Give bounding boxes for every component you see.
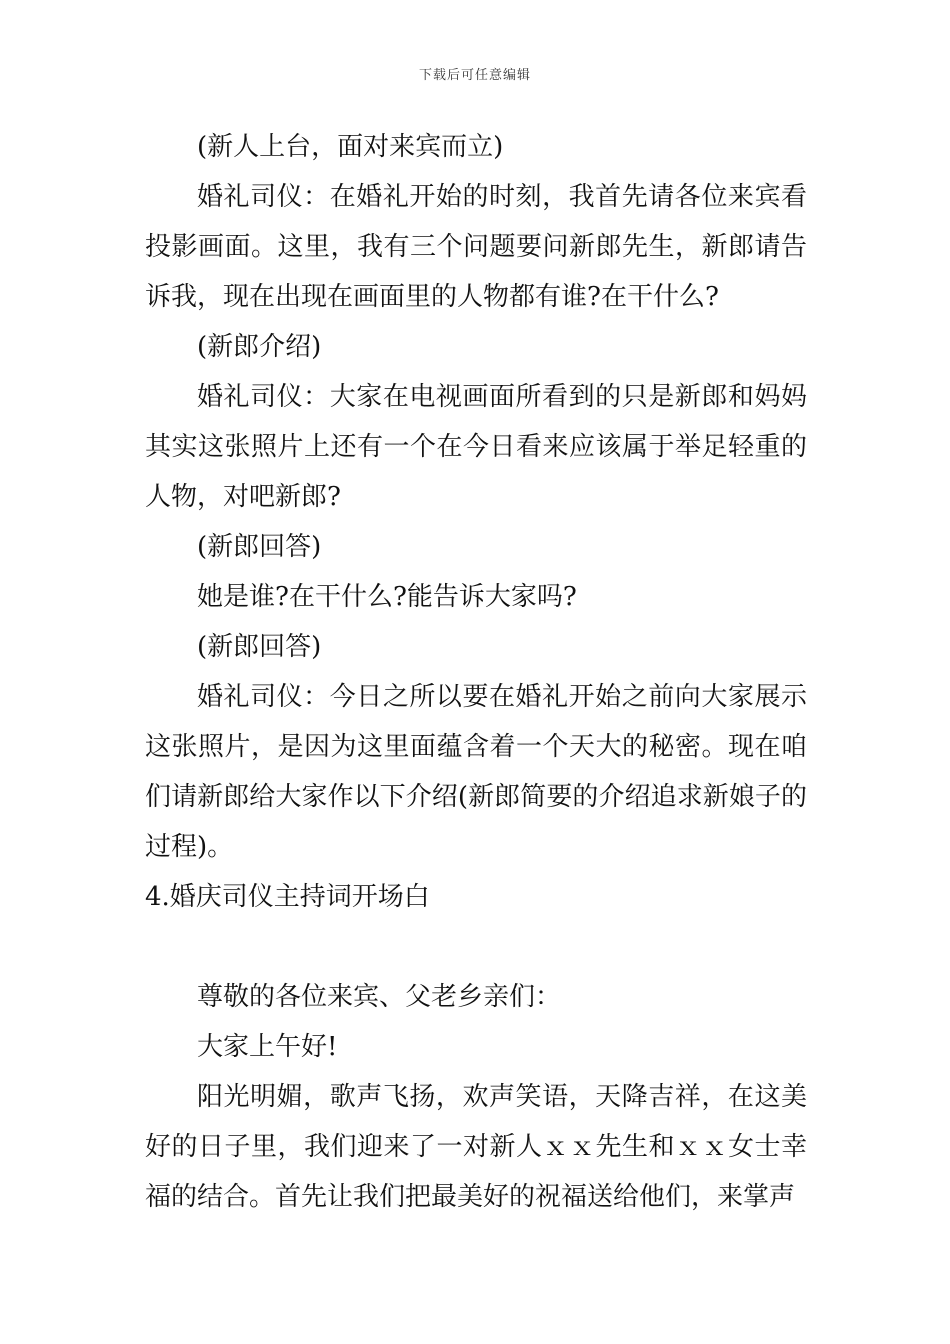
paragraph-stage-direction: (新人上台，面对来宾而立) xyxy=(197,132,504,162)
section-heading: 4.婚庆司仪主持词开场白 xyxy=(145,882,430,912)
document-body xyxy=(145,122,807,1222)
paragraph-question: 她是谁?在干什么?能告诉大家吗? xyxy=(197,582,577,612)
paragraph-stage-direction: (新郎回答) xyxy=(197,532,322,562)
paragraph-stage-direction: (新郎回答) xyxy=(197,632,322,662)
paragraph-host-speech: 婚礼司仪：在婚礼开始的时刻，我首先请各位来宾看投影画面。这里，我有三个问题要问新郎先生，新郎请告诉我，现在出现在画面里的人物都有谁?在干什么? xyxy=(145,182,807,312)
paragraph-greeting: 尊敬的各位来宾、父老乡亲们： xyxy=(197,982,562,1012)
paragraph-spacer xyxy=(145,922,807,972)
paragraph-stage-direction: (新郎介绍) xyxy=(197,332,322,362)
paragraph-greeting: 大家上午好! xyxy=(197,1032,338,1062)
paragraph-host-speech: 婚礼司仪：大家在电视画面所看到的只是新郎和妈妈其实这张照片上还有一个在今日看来应该属于举足轻重的人物，对吧新郎? xyxy=(145,382,807,512)
paragraph-opening-speech: 阳光明媚，歌声飞扬，欢声笑语，天降吉祥，在这美好的日子里，我们迎来了一对新人ｘｘ先生和ｘｘ女士幸福的结合。首先让我们把最美好的祝福送给他们，来掌声 xyxy=(145,1082,807,1212)
paragraph-host-speech: 婚礼司仪：今日之所以要在婚礼开始之前向大家展示这张照片，是因为这里面蕴含着一个天大的秘密。现在咱们请新郎给大家作以下介绍(新郎简要的介绍追求新娘子的过程)。 xyxy=(145,682,807,862)
page-header: 下载后可任意编辑 xyxy=(418,68,531,83)
